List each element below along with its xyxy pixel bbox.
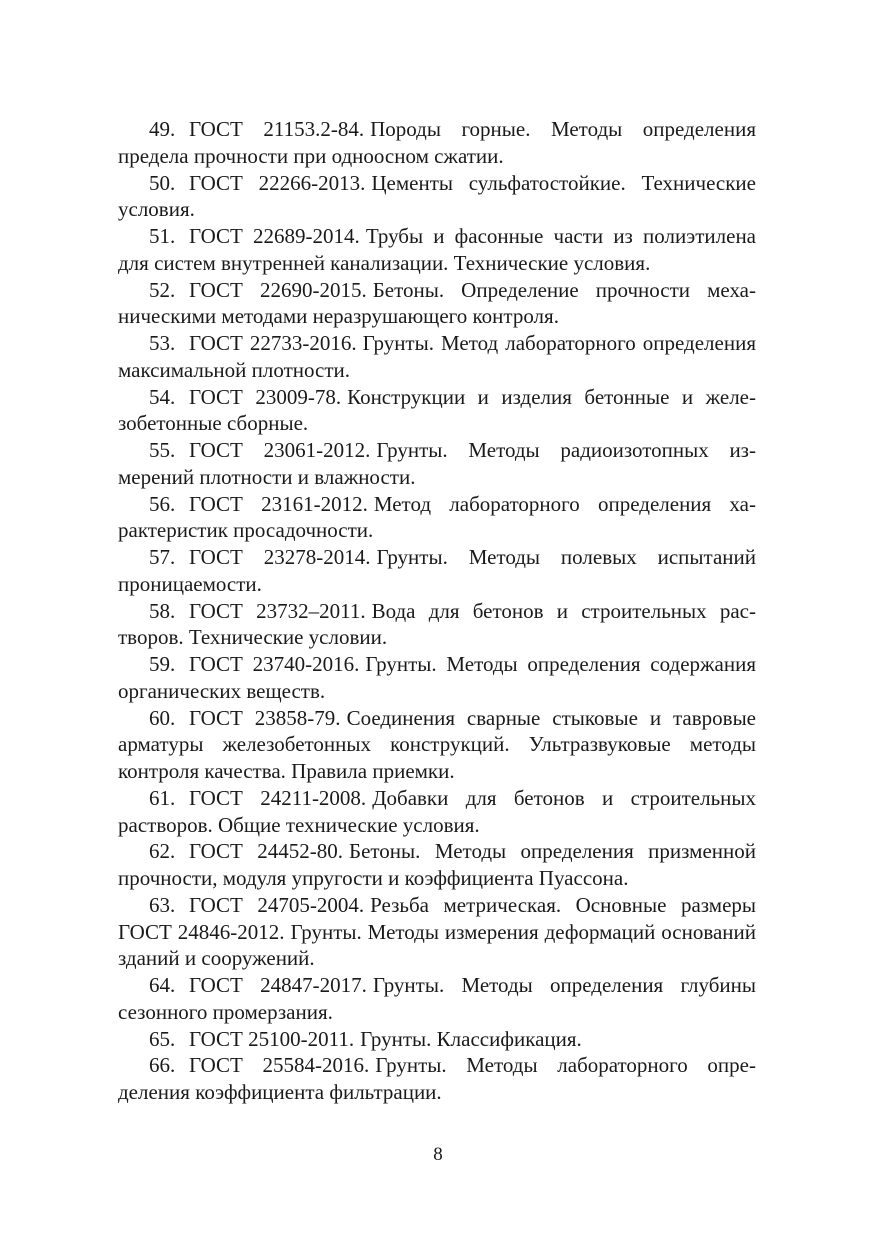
reference-code: ГОСТ 24847-2017. — [189, 973, 367, 997]
reference-title: Грунты. Методы определения содержания органических веществ. — [118, 652, 756, 703]
reference-item — [118, 1052, 756, 1106]
reference-number: 65. — [149, 1026, 176, 1051]
reference-code: ГОСТ 23740-2016. — [189, 652, 360, 676]
reference-item — [118, 116, 756, 170]
reference-item — [118, 277, 756, 331]
reference-item — [118, 892, 756, 972]
reference-number: 60. — [149, 705, 176, 730]
reference-code: ГОСТ 23858-79. — [189, 705, 341, 730]
reference-title: Соединения сварные стыковые и тавровые арматуры железобетонных конструкций. Ультразвуковые методы контроля качества. Правила приемки. — [118, 705, 757, 783]
reference-item — [118, 1026, 756, 1053]
reference-title: Породы горные. Методы определения предела прочности при одноосном сжатии. — [118, 117, 756, 168]
reference-number: 54. — [149, 384, 176, 409]
reference-title: Метод лабораторного определения характеристик просадочности. — [118, 491, 756, 543]
reference-title: Цементы сульфатостойкие. Технические условия. — [118, 170, 756, 222]
reference-code: ГОСТ 23009-78. — [189, 384, 342, 409]
reference-code: ГОСТ 25584-2016. — [189, 1053, 370, 1078]
reference-item — [118, 972, 756, 1026]
reference-item — [118, 330, 756, 384]
reference-number: 52. — [149, 277, 176, 302]
reference-item — [118, 785, 756, 839]
reference-code: ГОСТ 22266-2013. — [189, 170, 366, 195]
reference-code: ГОСТ 23732–2011. — [189, 598, 366, 623]
reference-item — [118, 491, 756, 545]
reference-number: 66. — [149, 1053, 176, 1078]
reference-title: Резьба метрическая. Основные размеры ГОСТ 24846-2012. Грунты. Методы измерения деформаций оснований зданий и сооружений. — [118, 892, 757, 971]
reference-number: 50. — [149, 170, 176, 195]
reference-title: Грунты. Классификация. — [360, 1026, 582, 1051]
reference-number: 55. — [149, 438, 176, 462]
reference-list — [118, 116, 756, 1106]
reference-title: Бетоны. Определение прочности механическими методами неразрушающего контроля. — [118, 277, 756, 329]
page-number: 8 — [433, 1144, 443, 1165]
reference-title: Грунты. Методы полевых испытаний проницаемости. — [118, 545, 756, 596]
reference-title: Бетоны. Методы определения призменной прочности, модуля упругости и коэффициента Пуассона. — [118, 839, 756, 890]
reference-number: 64. — [149, 973, 176, 997]
reference-code: ГОСТ 23278-2014. — [189, 545, 371, 569]
reference-title: Трубы и фасонные части из полиэтилена для систем внутренней канализации. Технические условия. — [118, 224, 757, 275]
reference-number: 53. — [149, 331, 176, 355]
reference-number: 61. — [149, 785, 176, 810]
reference-title: Конструкции и изделия бетонные и железобетонные сборные. — [118, 384, 757, 436]
reference-title: Грунты. Методы лабораторного определения коэффициента фильтрации. — [118, 1053, 756, 1104]
reference-item — [118, 384, 756, 438]
reference-code: ГОСТ 22689-2014. — [189, 224, 360, 248]
reference-title: Добавки для бетонов и строительных растворов. Общие технические условия. — [118, 785, 756, 837]
reference-item — [118, 544, 756, 598]
reference-code: ГОСТ 24705-2004. — [189, 892, 365, 917]
reference-item — [118, 223, 756, 277]
reference-item — [118, 705, 756, 785]
reference-number: 62. — [149, 839, 176, 864]
reference-code: ГОСТ 22690-2015. — [189, 277, 367, 302]
reference-item — [118, 598, 756, 652]
reference-title: Грунты. Методы радиоизотопных измерений плотности и влажности. — [118, 438, 756, 489]
reference-number: 56. — [149, 491, 176, 516]
reference-number: 59. — [149, 652, 176, 676]
page-body — [118, 116, 756, 1106]
reference-code: ГОСТ 22733-2016. — [189, 331, 357, 355]
reference-code: ГОСТ 25100-2011. — [189, 1026, 355, 1051]
reference-item — [118, 170, 756, 224]
reference-number: 63. — [149, 892, 176, 917]
reference-code: ГОСТ 24211-2008. — [189, 785, 367, 810]
reference-code: ГОСТ 24452-80. — [189, 839, 344, 864]
reference-code: ГОСТ 23061-2012. — [189, 438, 371, 462]
reference-title: Грунты. Метод лабораторного определения максимальной плотности. — [118, 331, 756, 382]
reference-code: ГОСТ 21153.2-84. — [189, 117, 365, 141]
reference-item — [118, 651, 756, 705]
reference-number: 49. — [149, 117, 176, 141]
reference-number: 51. — [149, 224, 176, 248]
reference-item — [118, 838, 756, 892]
reference-code: ГОСТ 23161-2012. — [189, 491, 368, 516]
reference-item — [118, 437, 756, 491]
reference-number: 58. — [149, 598, 176, 623]
reference-title: Вода для бетонов и строительных растворов. Технические условии. — [118, 598, 756, 650]
reference-title: Грунты. Методы определения глубины сезонного промерзания. — [118, 973, 756, 1024]
reference-number: 57. — [149, 545, 176, 569]
